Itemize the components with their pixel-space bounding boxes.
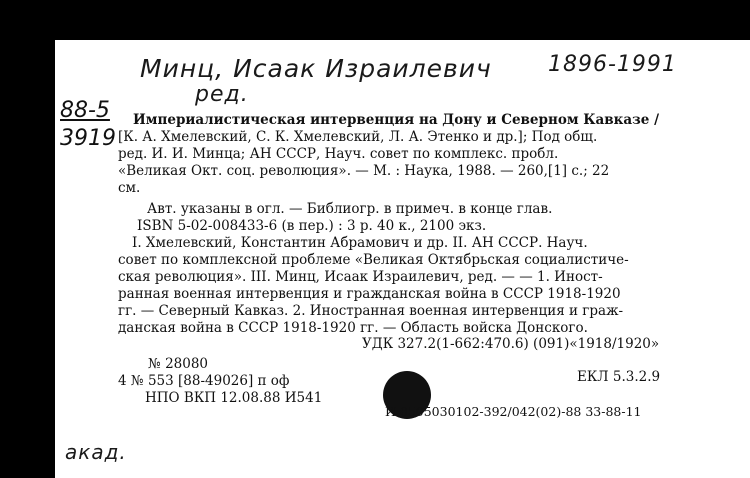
tracing-line-6: данская война в СССР 1918-1920 гг. — Область войска Донского.: [118, 320, 588, 336]
shelfmark-top: 88-5: [60, 98, 110, 123]
record-line-2: [К. А. Хмелевский, С. К. Хмелевский, Л. А. Этенко и др.]; Под общ.: [118, 129, 598, 145]
handwritten-role: ред.: [195, 82, 249, 107]
npo-line: НПО ВКП 12.08.88 И541: [145, 390, 323, 406]
tracing-line-2: совет по комплексной проблеме «Великая Октябрьская социалистиче-: [118, 252, 629, 268]
handwritten-years: 1896-1991: [548, 52, 677, 77]
record-line-5: см.: [118, 180, 141, 196]
tracing-line-4: ранная военная интервенция и гражданская война в СССР 1918-1920: [118, 286, 621, 302]
record-number: № 28080: [148, 356, 209, 372]
record-line-4: «Великая Окт. соц. революция». — М. : Наука, 1988. — 260,[1] с.; 22: [118, 163, 610, 179]
title-line: Империалистическая интервенция на Дону и Северном Кавказе /: [133, 112, 660, 128]
note-line: Авт. указаны в огл. — Библиогр. в примеч. в конце глав.: [147, 201, 553, 217]
code-line: И 0505030102-392/042(02)-88 33-88-11: [385, 404, 642, 419]
tracing-line-3: ская революция». III. Минц, Исаак Израилевич, ред. — — 1. Иност-: [118, 269, 603, 285]
tracing-line-1: I. Хмелевский, Константин Абрамович и др. II. АН СССР. Науч.: [132, 235, 588, 251]
udk-line: УДК 327.2(1-662:470.6) (091)«1918/1920»: [362, 336, 660, 352]
card-left-edge: [0, 40, 55, 478]
ekl-line: ЕКЛ 5.3.2.9: [577, 369, 661, 385]
handwritten-author: Минц, Исаак Израилевич: [140, 54, 492, 83]
tracing-line-5: гг. — Северный Кавказ. 2. Иностранная военная интервенция и граж-: [118, 303, 624, 319]
isbn-line: ISBN 5-02-008433-6 (в пер.) : 3 р. 40 к., 2100 экз.: [137, 218, 487, 234]
shelfmark-bottom: 3919: [60, 126, 116, 151]
order-line: 4 № 553 [88-49026] п оф: [118, 373, 290, 389]
handwritten-bottom-note: акад.: [65, 440, 127, 464]
record-line-3: ред. И. И. Минца; АН СССР, Науч. совет по комплекс. пробл.: [118, 146, 559, 162]
